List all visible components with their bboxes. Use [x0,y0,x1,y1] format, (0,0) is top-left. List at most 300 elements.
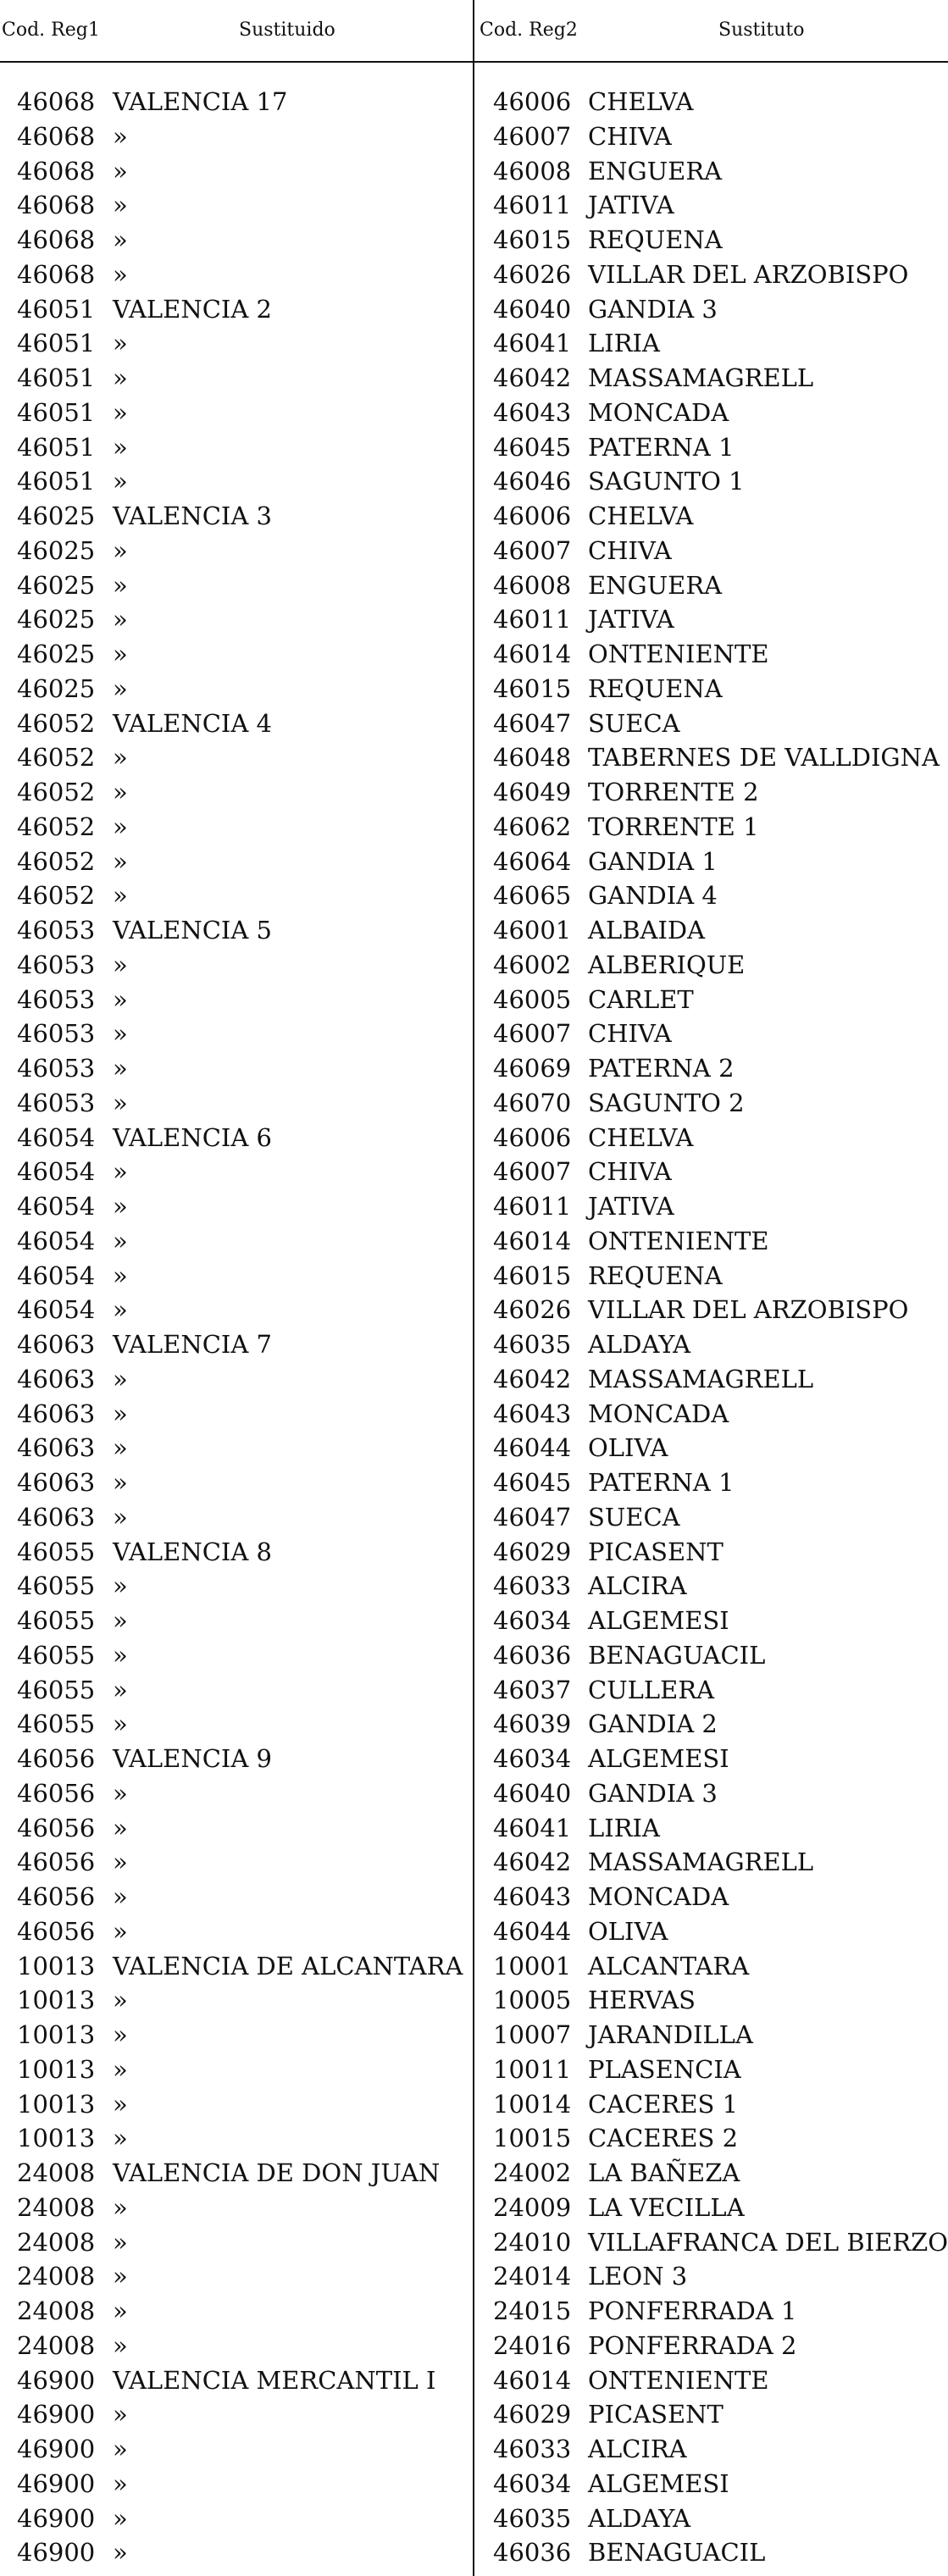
table-row [0,361,948,396]
cod-reg1-cell: 46055 [17,1606,96,1635]
cod-reg1-cell: 46025 [17,640,96,668]
sustituto-cell: HERVAS [588,1986,696,2015]
table-row [0,948,948,983]
sustituido-cell: VALENCIA 5 [113,916,272,945]
table-row [0,1086,948,1121]
sustituto-cell: ONTENIENTE [588,1226,769,1255]
table-row [0,430,948,465]
table-row [0,2535,948,2570]
sustituido-cell: » [113,259,128,289]
sustituido-cell: » [113,1088,128,1117]
sustituto-cell: SUECA [588,1502,680,1532]
cod-reg2-cell: 46046 [493,467,572,496]
sustituto-cell: PICASENT [588,2400,723,2429]
sustituto-cell: CULLERA [588,1675,715,1704]
table-row [0,2432,948,2467]
sustituto-cell: GANDIA 1 [588,846,718,876]
cod-reg2-cell: 46014 [493,1226,572,1255]
cod-reg2-cell: 46007 [493,1157,572,1187]
cod-reg2-cell: 46011 [493,1192,572,1221]
cod-reg1-cell: 46052 [17,743,96,773]
cod-reg1-cell: 46055 [17,1675,96,1704]
cod-reg2-cell: 46040 [493,294,572,324]
cod-reg1-cell: 46068 [17,259,96,289]
cod-reg1-cell: 46053 [17,1088,96,1117]
sustituido-cell: » [113,812,128,841]
cod-reg2-cell: 46043 [493,1882,572,1911]
sustituto-cell: JATIVA [588,191,674,220]
sustituido-cell: VALENCIA 9 [113,1744,272,1773]
sustituido-cell: » [113,1640,128,1670]
cod-reg2-cell: 46008 [493,570,572,600]
sustituido-cell: » [113,1571,128,1601]
cod-reg1-cell: 46056 [17,1744,96,1773]
cod-reg1-cell: 46025 [17,535,96,565]
cod-reg2-cell: 46011 [493,605,572,634]
sustituido-cell: » [113,1226,128,1255]
cod-reg2-cell: 46026 [493,259,572,289]
cod-reg2-cell: 46039 [493,1709,572,1739]
sustituido-cell: » [113,743,128,773]
cod-reg1-cell: 46052 [17,846,96,876]
cod-reg2-cell: 46049 [493,778,572,806]
cod-reg2-cell: 46062 [493,812,572,841]
sustituto-cell: ALGEMESI [588,2468,729,2498]
sustituto-cell: TORRENTE 2 [588,778,759,806]
cod-reg1-cell: 46053 [17,984,96,1014]
cod-reg1-cell: 46056 [17,1848,96,1877]
sustituto-cell: LA BAÑEZA [588,2158,740,2187]
sustituido-cell: » [113,1295,128,1325]
table-body [0,85,948,2570]
cod-reg1-cell: 46063 [17,1468,96,1497]
cod-reg1-cell: 46053 [17,916,96,945]
cod-reg1-cell: 46068 [17,87,96,116]
sustituido-cell: » [113,2227,128,2257]
sustituto-cell: ALGEMESI [588,1744,729,1773]
sustituto-cell: VILLAR DEL ARZOBISPO [588,259,909,289]
sustituido-cell: » [113,2262,128,2291]
cod-reg1-cell: 24008 [17,2262,96,2291]
table-row [0,1673,948,1708]
cod-reg2-cell: 46033 [493,1571,572,1601]
sustituido-cell: » [113,1019,128,1049]
cod-reg2-cell: 46044 [493,1916,572,1946]
sustituido-cell: » [113,1986,128,2015]
sustituto-cell: VILLAFRANCA DEL BIERZO [588,2227,948,2257]
table-row [0,913,948,948]
sustituido-cell: VALENCIA DE ALCANTARA [113,1951,463,1980]
sustituido-cell: » [113,1813,128,1842]
cod-reg1-cell: 46025 [17,570,96,600]
cod-reg1-cell: 46068 [17,225,96,254]
cod-reg2-cell: 46048 [493,743,572,773]
cod-reg2-cell: 46065 [493,881,572,911]
sustituido-cell: » [113,881,128,911]
sustituido-cell: VALENCIA 2 [113,294,272,324]
cod-reg1-cell: 10013 [17,2020,96,2049]
cod-reg2-cell: 46001 [493,916,572,945]
sustituto-cell: LIRIA [588,329,660,358]
table-row [0,810,948,845]
cod-reg1-cell: 46054 [17,1226,96,1255]
cod-reg2-cell: 46036 [493,1640,572,1670]
cod-reg1-cell: 46900 [17,2538,96,2568]
sustituido-cell: » [113,2124,128,2153]
sustituido-cell: » [113,1916,128,1946]
table-row [0,1155,948,1189]
table-row [0,1431,948,1465]
sustituido-cell: » [113,467,128,496]
sustituido-cell: » [113,535,128,565]
cod-reg2-cell: 46035 [493,2503,572,2533]
cod-reg1-cell: 46053 [17,950,96,979]
table-row [0,1569,948,1604]
table-row [0,878,948,913]
table-row [0,1742,948,1776]
sustituido-cell: » [113,1468,128,1497]
cod-reg2-cell: 46044 [493,1433,572,1463]
cod-reg1-cell: 46025 [17,501,96,530]
cod-reg2-cell: 46047 [493,708,572,738]
sustituido-cell: VALENCIA 7 [113,1330,272,1359]
sustituido-cell: » [113,1778,128,1808]
sustituido-cell: » [113,1433,128,1463]
sustituto-cell: GANDIA 4 [588,881,718,911]
table-row [0,85,948,119]
sustituto-cell: SAGUNTO 2 [588,1088,745,1117]
sustituto-cell: ALBAIDA [588,916,706,945]
sustituto-cell: CACERES 1 [588,2089,739,2119]
sustituido-cell: » [113,225,128,254]
cod-reg2-cell: 46015 [493,225,572,254]
table-row [0,637,948,672]
cod-reg2-cell: 46014 [493,2365,572,2395]
header-rule [0,61,948,63]
cod-reg2-cell: 46005 [493,984,572,1014]
sustituto-cell: BENAGUACIL [588,1640,766,1670]
cod-reg1-cell: 10013 [17,2054,96,2084]
table-row [0,2121,948,2156]
cod-reg1-cell: 46051 [17,329,96,358]
cod-reg1-cell: 46056 [17,1882,96,1911]
sustituido-cell: VALENCIA 4 [113,708,272,738]
cod-reg2-cell: 46034 [493,1606,572,1635]
sustituto-cell: PATERNA 1 [588,1468,735,1497]
cod-reg2-cell: 46042 [493,1848,572,1877]
cod-reg1-cell: 24008 [17,2158,96,2187]
sustituido-cell: » [113,1054,128,1083]
table-row [0,1051,948,1086]
sustituido-cell: » [113,778,128,806]
cod-reg1-cell: 46900 [17,2400,96,2429]
sustituto-cell: MASSAMAGRELL [588,1848,814,1877]
table-row [0,672,948,706]
cod-reg2-cell: 46064 [493,846,572,876]
sustituto-cell: CACERES 2 [588,2124,739,2153]
sustituido-cell: » [113,2089,128,2119]
table-row [0,1189,948,1224]
sustituido-cell: » [113,2503,128,2533]
sustituido-cell: » [113,846,128,876]
table-row [0,2191,948,2225]
table-row [0,2329,948,2363]
sustituto-cell: JARANDILLA [588,2020,753,2049]
cod-reg2-cell: 46011 [493,191,572,220]
sustituido-cell: » [113,191,128,220]
table-row [0,1949,948,1984]
sustituido-cell: » [113,1709,128,1739]
table-row [0,499,948,534]
cod-reg1-cell: 46051 [17,397,96,427]
cod-reg1-cell: 46063 [17,1330,96,1359]
table-row [0,2225,948,2260]
cod-reg1-cell: 46054 [17,1157,96,1187]
sustituto-cell: GANDIA 2 [588,1709,718,1739]
table-row [0,223,948,258]
table-row [0,1224,948,1259]
cod-reg1-cell: 46063 [17,1399,96,1428]
table-row [0,1983,948,2018]
table-row [0,119,948,154]
cod-reg1-cell: 10013 [17,1951,96,1980]
header-cod-reg2: Cod. Reg2 [480,19,578,41]
sustituto-cell: PATERNA 2 [588,1054,735,1083]
sustituto-cell: PICASENT [588,1537,723,1566]
table-row [0,292,948,327]
sustituto-cell: LA VECILLA [588,2192,745,2222]
cod-reg2-cell: 46043 [493,1399,572,1428]
header-cod-reg1: Cod. Reg1 [2,19,100,41]
cod-reg2-cell: 46041 [493,329,572,358]
cod-reg1-cell: 46054 [17,1260,96,1290]
sustituto-cell: BENAGUACIL [588,2538,766,2568]
sustituido-cell: » [113,2538,128,2568]
cod-reg1-cell: 46053 [17,1019,96,1049]
cod-reg1-cell: 46900 [17,2468,96,2498]
sustituto-cell: ONTENIENTE [588,640,769,668]
cod-reg1-cell: 46025 [17,673,96,703]
table-row [0,1776,948,1811]
header-sustituto: Sustituto [718,19,805,41]
cod-reg1-cell: 24008 [17,2296,96,2325]
table-row [0,1327,948,1362]
table-row [0,326,948,361]
cod-reg1-cell: 46052 [17,778,96,806]
cod-reg2-cell: 46002 [493,950,572,979]
sustituto-cell: PONFERRADA 1 [588,2296,797,2325]
table-row [0,775,948,810]
sustituto-cell: MONCADA [588,1882,729,1911]
sustituido-cell: VALENCIA 3 [113,501,272,530]
cod-reg2-cell: 24016 [493,2330,572,2360]
cod-reg2-cell: 46006 [493,87,572,116]
sustituto-cell: ALDAYA [588,1330,691,1359]
sustituto-cell: CARLET [588,984,694,1014]
table-row [0,1914,948,1949]
cod-reg1-cell: 46068 [17,191,96,220]
cod-reg1-cell: 46054 [17,1192,96,1221]
sustituto-cell: CHELVA [588,501,694,530]
sustituido-cell: » [113,2435,128,2463]
table-row [0,1500,948,1535]
table-row [0,1121,948,1155]
cod-reg2-cell: 46029 [493,1537,572,1566]
table-row [0,2501,948,2536]
sustituido-cell: » [113,950,128,979]
sustituto-cell: MONCADA [588,397,729,427]
sustituido-cell: » [113,2468,128,2498]
cod-reg2-cell: 46033 [493,2435,572,2463]
cod-reg1-cell: 46063 [17,1364,96,1393]
sustituto-cell: PONFERRADA 2 [588,2330,797,2360]
cod-reg1-cell: 46054 [17,1295,96,1325]
sustituto-cell: CHIVA [588,121,672,151]
sustituto-cell: ALGEMESI [588,1606,729,1635]
cod-reg2-cell: 10014 [493,2089,572,2119]
sustituto-cell: ALCIRA [588,1571,687,1601]
cod-reg1-cell: 46900 [17,2503,96,2533]
cod-reg1-cell: 46055 [17,1709,96,1739]
sustituido-cell: » [113,2330,128,2360]
cod-reg2-cell: 46007 [493,1019,572,1049]
sustituto-cell: LIRIA [588,1813,660,1842]
sustituto-cell: JATIVA [588,605,674,634]
cod-reg1-cell: 46052 [17,708,96,738]
sustituto-cell: ALCANTARA [588,1951,750,1980]
sustituto-cell: ONTENIENTE [588,2365,769,2395]
sustituto-cell: GANDIA 3 [588,1778,718,1808]
table-row [0,464,948,499]
sustituido-cell: » [113,640,128,668]
cod-reg1-cell: 46051 [17,294,96,324]
sustituto-cell: SUECA [588,708,680,738]
cod-reg2-cell: 46007 [493,535,572,565]
table-row [0,706,948,741]
cod-reg2-cell: 46042 [493,363,572,392]
cod-reg2-cell: 46070 [493,1088,572,1117]
sustituido-cell: » [113,329,128,358]
table-row [0,2467,948,2501]
table-row [0,1362,948,1397]
table-row [0,1811,948,1846]
sustituto-cell: PLASENCIA [588,2054,741,2084]
sustituto-cell: CHELVA [588,1122,694,1152]
table-row [0,845,948,879]
table-row [0,258,948,292]
cod-reg2-cell: 46045 [493,1468,572,1497]
sustituido-cell: » [113,1364,128,1393]
table-row [0,2397,948,2432]
table-row [0,2052,948,2087]
cod-reg2-cell: 10001 [493,1951,572,1980]
table-row [0,1638,948,1673]
cod-reg1-cell: 46052 [17,812,96,841]
sustituido-cell: » [113,1192,128,1221]
cod-reg2-cell: 46008 [493,156,572,186]
cod-reg2-cell: 46069 [493,1054,572,1083]
cod-reg1-cell: 46063 [17,1433,96,1463]
sustituido-cell: » [113,156,128,186]
table-row [0,740,948,775]
table-row [0,602,948,637]
cod-reg2-cell: 10011 [493,2054,572,2084]
sustituido-cell: » [113,570,128,600]
sustituto-cell: OLIVA [588,1916,668,1946]
cod-reg1-cell: 46900 [17,2435,96,2463]
cod-reg1-cell: 46054 [17,1122,96,1152]
cod-reg1-cell: 46068 [17,156,96,186]
cod-reg1-cell: 24008 [17,2227,96,2257]
table-row [0,1535,948,1570]
table-row [0,2087,948,2122]
sustituido-cell: » [113,1260,128,1290]
cod-reg2-cell: 46034 [493,1744,572,1773]
sustituto-cell: TORRENTE 1 [588,812,759,841]
sustituido-cell: » [113,2020,128,2049]
table-row [0,1259,948,1294]
cod-reg1-cell: 46051 [17,432,96,462]
cod-reg2-cell: 46035 [493,1330,572,1359]
sustituto-cell: ENGUERA [588,156,723,186]
cod-reg2-cell: 46015 [493,673,572,703]
sustituto-cell: ALCIRA [588,2435,687,2463]
cod-reg1-cell: 46900 [17,2365,96,2395]
sustituto-cell: CHIVA [588,1157,672,1187]
cod-reg1-cell: 24008 [17,2192,96,2222]
cod-reg1-cell: 46055 [17,1640,96,1670]
sustituido-cell: VALENCIA 8 [113,1537,272,1566]
cod-reg1-cell: 46055 [17,1537,96,1566]
sustituido-cell: » [113,605,128,634]
cod-reg1-cell: 46056 [17,1778,96,1808]
cod-reg1-cell: 46025 [17,605,96,634]
sustituido-cell: VALENCIA 17 [113,87,288,116]
table-row [0,1880,948,1914]
sustituto-cell: GANDIA 3 [588,294,718,324]
sustituto-cell: REQUENA [588,1260,723,1290]
sustituido-cell: » [113,2400,128,2429]
sustituido-cell: » [113,397,128,427]
sustituido-cell: » [113,984,128,1014]
sustituido-cell: VALENCIA MERCANTIL I [113,2365,436,2395]
cod-reg1-cell: 46063 [17,1502,96,1532]
cod-reg2-cell: 46014 [493,640,572,668]
cod-reg2-cell: 24015 [493,2296,572,2325]
cod-reg2-cell: 46007 [493,121,572,151]
table-row [0,1397,948,1432]
cod-reg1-cell: 10013 [17,1986,96,2015]
cod-reg1-cell: 46056 [17,1813,96,1842]
sustituido-cell: » [113,1675,128,1704]
cod-reg2-cell: 46034 [493,2468,572,2498]
sustituido-cell: » [113,2296,128,2325]
table-row [0,2294,948,2329]
cod-reg1-cell: 46053 [17,1054,96,1083]
table-row [0,2363,948,2398]
table-row [0,2156,948,2191]
table-row [0,396,948,430]
sustituido-cell: » [113,1848,128,1877]
cod-reg1-cell: 46068 [17,121,96,151]
table-row [0,983,948,1017]
sustituido-cell: » [113,121,128,151]
cod-reg2-cell: 46036 [493,2538,572,2568]
cod-reg1-cell: 10013 [17,2124,96,2153]
cod-reg2-cell: 46006 [493,501,572,530]
cod-reg2-cell: 46006 [493,1122,572,1152]
cod-reg1-cell: 46052 [17,881,96,911]
